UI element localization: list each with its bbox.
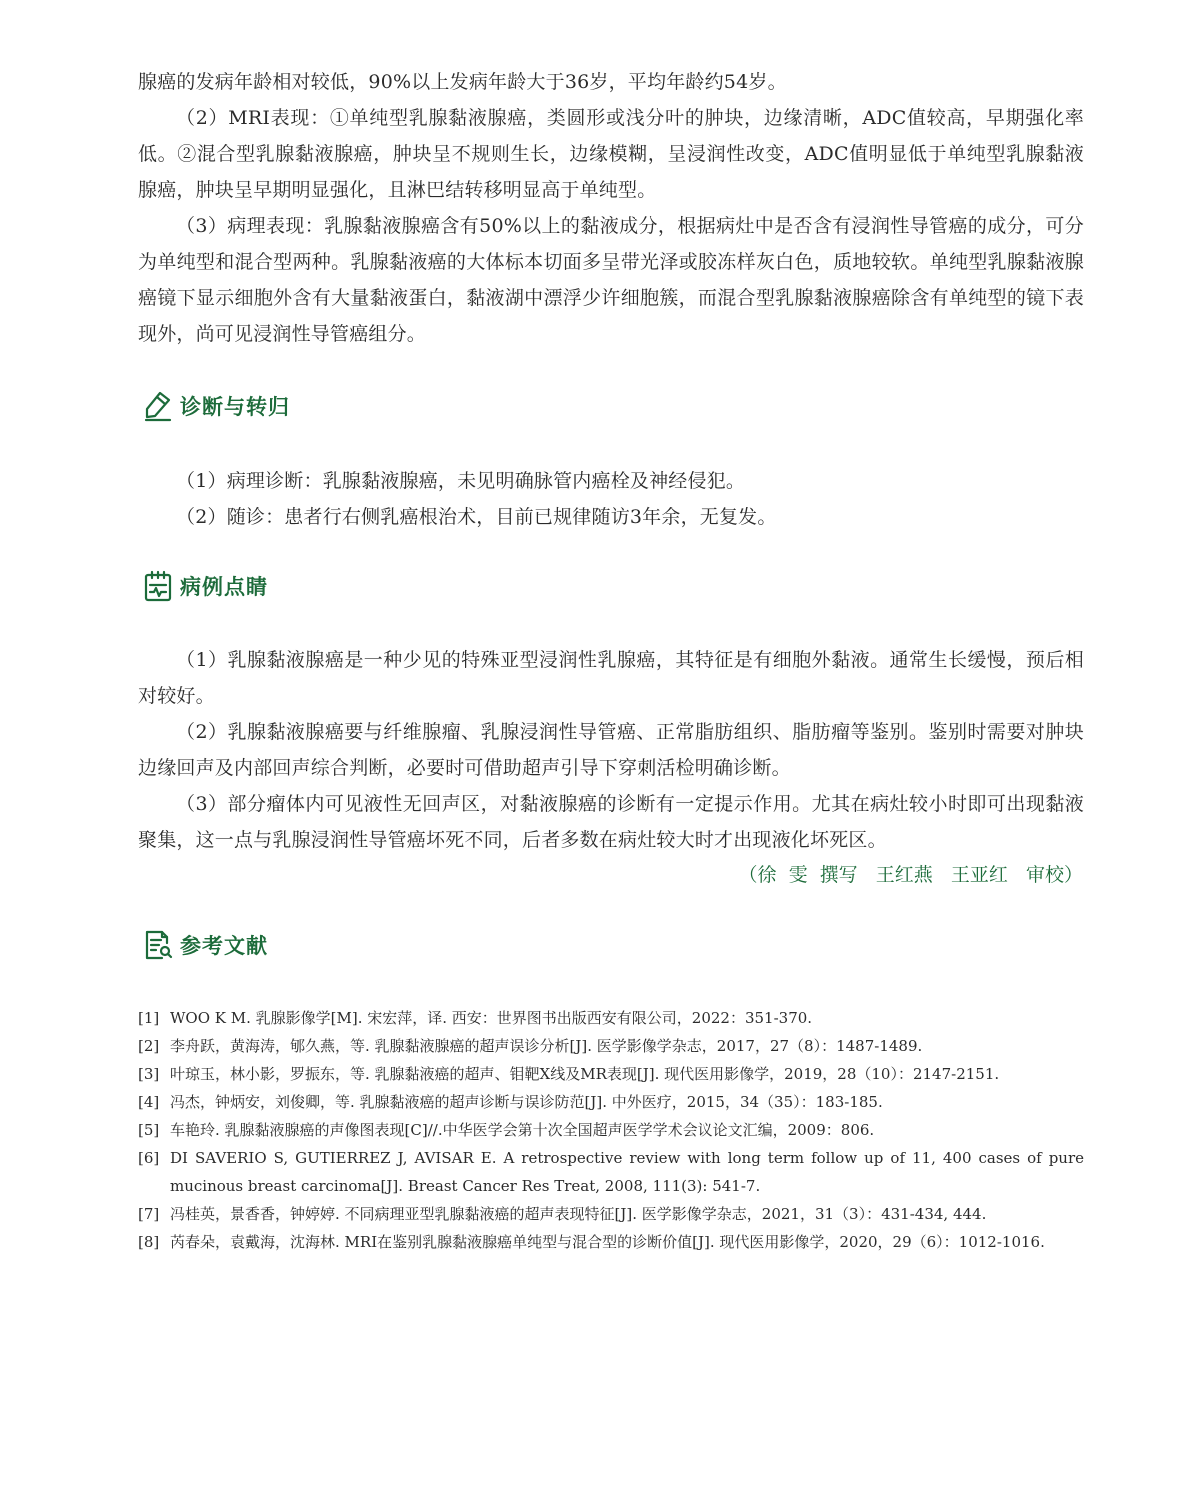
intro-paragraph: 腺癌的发病年龄相对较低，90%以上发病年龄大于36岁，平均年龄约54岁。 — [138, 71, 787, 93]
reference-number: [7] — [138, 1205, 160, 1223]
reference-item — [138, 1060, 1084, 1088]
highlight-item: （3）部分瘤体内可见液性无回声区，对黏液腺癌的诊断有一定提示作用。尤其在病灶较小时即可出现黏液聚集，这一点与乳腺浸润性导管癌坏死不同，后者多数在病灶较大时才出现液化坏死区。 — [138, 793, 1084, 851]
reference-number: [1] — [138, 1009, 160, 1027]
highlight-item: （1）乳腺黏液腺癌是一种少见的特殊亚型浸润性乳腺癌，其特征是有细胞外黏液。通常生长缓慢，预后相对较好。 — [138, 649, 1084, 707]
reference-text: 冯杰，钟炳安，刘俊卿，等. 乳腺黏液癌的超声诊断与误诊防范[J]. 中外医疗，2015，34（35）：183-185. — [170, 1093, 883, 1111]
reference-item — [138, 1116, 1084, 1144]
reference-text: DI SAVERIO S, GUTIERREZ J, AVISAR E. A retrospective review with long term follow up of 11, 400 cases of pure mucinous breast carcinoma[J]. Breast Cancer Res Treat, 2008, 111(3): 541-7. — [170, 1149, 1084, 1195]
reference-item — [138, 1200, 1084, 1228]
reference-number: [4] — [138, 1093, 160, 1111]
references-title: 参考文献 — [180, 934, 268, 958]
reference-number: [3] — [138, 1065, 160, 1083]
reference-text: 李舟跃，黄海涛，郇久燕，等. 乳腺黏液腺癌的超声误诊分析[J]. 医学影像学杂志，2017，27（8）：1487-1489. — [170, 1037, 923, 1055]
diagnosis-list — [138, 463, 1084, 535]
reference-number: [8] — [138, 1233, 160, 1251]
highlight-item: （2）乳腺黏液腺癌要与纤维腺瘤、乳腺浸润性导管癌、正常脂肪组织、脂肪瘤等鉴别。鉴别时需要对肿块边缘回声及内部回声综合判断，必要时可借助超声引导下穿刺活检明确诊断。 — [138, 721, 1084, 779]
reference-text: WOO K M. 乳腺影像学[M]. 宋宏萍，译. 西安：世界图书出版西安有限公司，2022：351-370. — [170, 1009, 813, 1027]
reference-item — [138, 1088, 1084, 1116]
mri-paragraph: （2）MRI表现：①单纯型乳腺黏液腺癌，类圆形或浅分叶的肿块，边缘清晰，ADC值较高，早期强化率低。②混合型乳腺黏液腺癌，肿块呈不规则生长，边缘模糊，呈浸润性改变，ADC值明显低于单纯型乳腺黏液腺癌，肿块呈早期明显强化，且淋巴结转移明显高于单纯型。 — [138, 107, 1084, 201]
pathology-paragraph: （3）病理表现：乳腺黏液腺癌含有50%以上的黏液成分，根据病灶中是否含有浸润性导管癌的成分，可分为单纯型和混合型两种。乳腺黏液癌的大体标本切面多呈带光泽或胶冻样灰白色，质地较软。单纯型乳腺黏液腺癌镜下显示细胞外含有大量黏液蛋白，黏液湖中漂浮少许细胞簇，而混合型乳腺黏液腺癌除含有单纯型的镜下表现外，尚可见浸润性导管癌组分。 — [138, 215, 1084, 345]
body-text — [138, 64, 1084, 352]
reference-item — [138, 1228, 1084, 1256]
reference-number: [5] — [138, 1121, 160, 1139]
clipboard-icon — [142, 570, 174, 602]
highlights-list — [138, 642, 1084, 858]
reference-item — [138, 1144, 1084, 1200]
reference-text: 叶琼玉，林小影，罗振东，等. 乳腺黏液癌的超声、钼靶X线及MR表现[J]. 现代医用影像学，2019，28（10）：2147-2151. — [170, 1065, 1000, 1083]
reference-item — [138, 1004, 1084, 1032]
pen-icon — [142, 390, 174, 422]
references-heading — [142, 925, 268, 965]
highlights-heading — [142, 566, 268, 606]
reference-item — [138, 1032, 1084, 1060]
reference-text: 芮春朵，袁戴海，沈海林. MRI在鉴别乳腺黏液腺癌单纯型与混合型的诊断价值[J]. 现代医用影像学，2020，29（6）：1012-1016. — [170, 1233, 1045, 1251]
diagnosis-item: （2）随诊：患者行右侧乳癌根治术，目前已规律随访3年余，无复发。 — [176, 506, 777, 528]
reference-text: 冯桂英，景香香，钟婷婷. 不同病理亚型乳腺黏液癌的超声表现特征[J]. 医学影像学杂志，2021，31（3）：431-434, 444. — [170, 1205, 987, 1223]
references-list — [138, 1004, 1084, 1256]
reference-number: [6] — [138, 1149, 160, 1167]
diagnosis-item: （1）病理诊断：乳腺黏液腺癌，未见明确脉管内癌栓及神经侵犯。 — [176, 470, 746, 492]
highlights-title: 病例点睛 — [180, 575, 268, 599]
diagnosis-heading — [142, 386, 290, 426]
reference-text: 车艳玲. 乳腺黏液腺癌的声像图表现[C]//.中华医学会第十次全国超声医学学术会议论文汇编，2009：806. — [170, 1121, 875, 1139]
reference-number: [2] — [138, 1037, 160, 1055]
document-search-icon — [142, 929, 174, 961]
diagnosis-title: 诊断与转归 — [180, 395, 290, 419]
author-signature: （徐 雯 撰写 王红燕 王亚红 审校） — [738, 864, 1083, 886]
